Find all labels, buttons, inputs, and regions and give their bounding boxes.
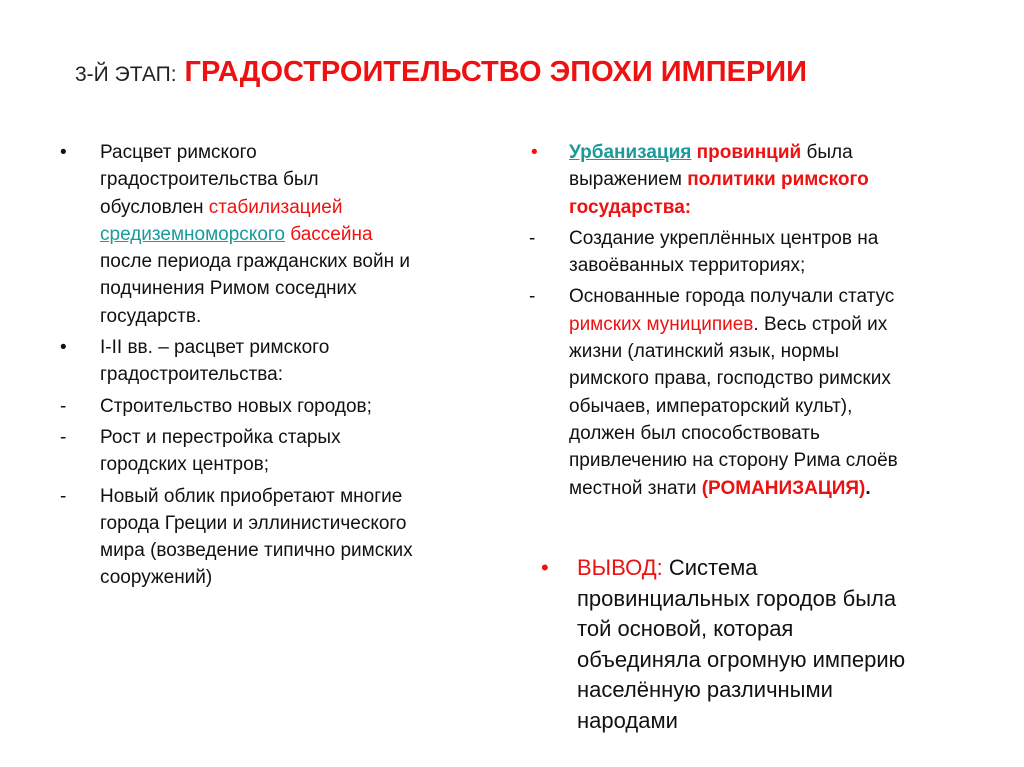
dash-marker: - xyxy=(60,395,67,417)
highlight-text: бассейна xyxy=(284,223,373,245)
text: была xyxy=(801,142,853,163)
dash-marker: - xyxy=(529,227,536,249)
text: градостроительства: xyxy=(100,364,284,386)
text: народами xyxy=(577,707,678,733)
highlight-text: государства: xyxy=(569,196,692,218)
highlight-text: провинций xyxy=(691,142,802,163)
text: городских центров; xyxy=(100,454,270,476)
bullet-marker: • xyxy=(531,142,538,163)
dash-marker: - xyxy=(60,426,67,448)
highlight-text: стабилизацией xyxy=(208,196,343,218)
right-bullet-1 xyxy=(531,139,898,221)
text: должен был способствовать xyxy=(569,422,820,444)
text: местной знати xyxy=(569,477,702,499)
left-dash-3 xyxy=(60,483,413,592)
text: Новый облик приобретают многие xyxy=(100,485,403,507)
text: Создание укреплённых центров на xyxy=(569,227,879,249)
text: населённую различными xyxy=(577,677,833,702)
conclusion-label: ВЫВОД: xyxy=(577,555,663,580)
conclusion xyxy=(541,553,906,736)
bullet-marker: • xyxy=(60,337,67,359)
text: привлечению на сторону Рима слоёв xyxy=(569,450,898,472)
title-prefix: 3-Й ЭТАП: xyxy=(75,63,177,86)
text: Строительство новых городов; xyxy=(100,395,372,417)
left-dash-2 xyxy=(60,424,413,479)
text: подчинения Римом соседних xyxy=(100,278,357,300)
highlight-text: римских муниципиев xyxy=(569,313,754,335)
text: объединяла огромную империю xyxy=(577,646,906,672)
text: после периода гражданских войн и xyxy=(100,251,410,273)
text: градостроительства был xyxy=(100,169,319,191)
text: обусловлен xyxy=(100,196,209,218)
dash-marker: - xyxy=(529,286,536,308)
left-bullet-1 xyxy=(60,139,413,330)
text: . xyxy=(865,477,871,499)
highlight-text: (РОМАНИЗАЦИЯ) xyxy=(701,477,866,499)
text: Расцвет римского xyxy=(100,142,257,163)
left-column xyxy=(60,139,413,596)
text: сооружений) xyxy=(100,567,213,589)
dash-marker: - xyxy=(60,485,67,507)
text: жизни (латинский язык, нормы xyxy=(569,341,839,363)
right-column xyxy=(529,139,898,506)
text: мира (возведение типично римских xyxy=(100,540,413,562)
text: провинциальных городов была xyxy=(577,585,897,611)
left-bullet-2 xyxy=(60,334,413,389)
text: государств. xyxy=(100,305,202,327)
bullet-marker: • xyxy=(60,142,67,163)
text: Рост и перестройка старых xyxy=(100,426,341,448)
text: I-II вв. – расцвет римского xyxy=(100,337,330,359)
text: римского права, господство римских xyxy=(569,368,891,390)
text: завоёванных территориях; xyxy=(569,255,806,277)
highlight-text: политики римского xyxy=(687,169,869,191)
title-main: ГРАДОСТРОИТЕЛЬСТВО ЭПОХИ ИМПЕРИИ xyxy=(184,56,807,88)
text: обычаев, императорский культ), xyxy=(569,395,853,417)
right-dash-2 xyxy=(529,283,898,501)
text: города Греции и эллинистического xyxy=(100,512,407,534)
text: выражением xyxy=(569,169,688,191)
text: Система xyxy=(662,555,758,580)
text: той основой, которая xyxy=(577,616,794,641)
right-dash-1 xyxy=(529,225,898,280)
slide-title xyxy=(75,56,807,89)
text: Основанные города получали статус xyxy=(569,286,895,308)
left-dash-1 xyxy=(60,393,413,420)
bullet-marker: • xyxy=(541,555,549,580)
link-urbanization[interactable]: Урбанизация xyxy=(569,142,692,163)
text: . Весь строй их xyxy=(753,313,888,335)
link-mediterranean[interactable]: средиземноморского xyxy=(100,223,285,245)
